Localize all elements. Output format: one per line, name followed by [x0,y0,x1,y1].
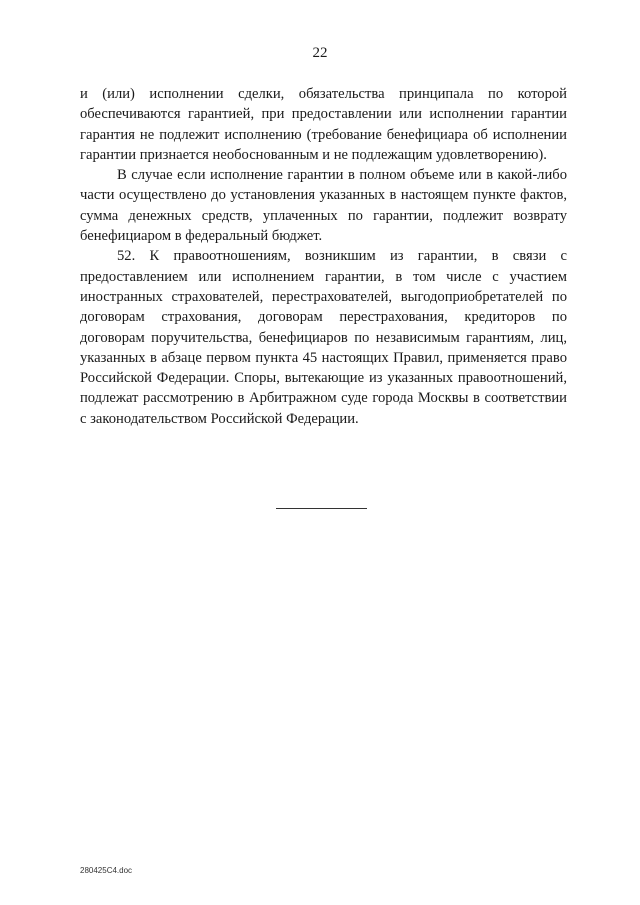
document-body [80,84,567,429]
paragraph-refund: В случае если исполнение гарантии в полном объеме или в какой-либо части осуществлено до установления указанных в настоящем пункте фактов, сумма денежных средств, уплаченных по гарантии, подлежит возврату бенефициаром в федеральный бюджет. [80,167,567,245]
footer-document-id: 280425C4.doc [80,866,133,875]
page-number: 22 [312,45,328,61]
paragraph-continuation: и (или) исполнении сделки, обязательства принципала по которой обеспечиваются гарантией, при предоставлении или исполнении гарантии гарантия не подлежит исполнению (требование бенефициара об исполнении гарантии признается необоснованным и не подлежащим удовлетворению). [80,86,567,163]
end-separator-line [276,508,367,509]
paragraph-52: 52. К правоотношениям, возникшим из гарантии, в связи с предоставлением или исполнением гарантии, в том числе с участием иностранных страхователей, перестрахователей, выгодоприобретателей по договорам страхования, договорам перестрахования, кредиторов по договорам поручительства, бенефициаров по независимым гарантиям, лиц, указанных в абзаце первом пункта 45 настоящих Правил, применяется право Российской Федерации. Споры, вытекающие из указанных правоотношений, подлежат рассмотрению в Арбитражном суде города Москвы в соответствии с законодательством Российской Федерации. [80,248,567,427]
